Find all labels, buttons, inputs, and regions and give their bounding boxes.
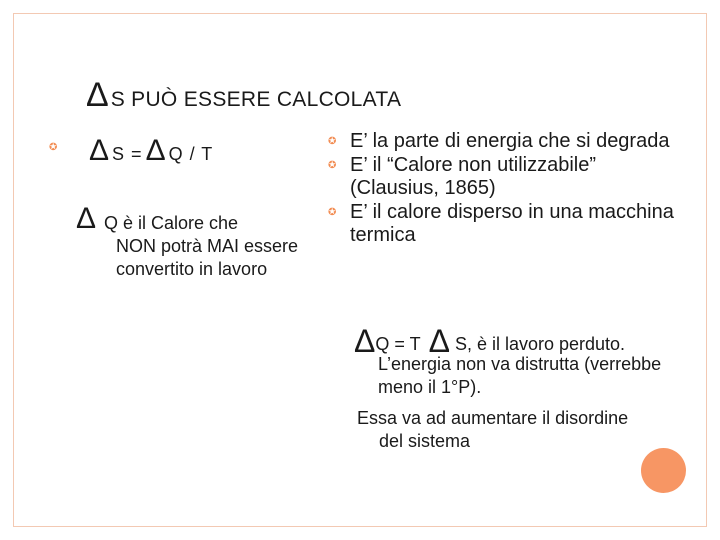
slide-title: [86, 72, 401, 112]
list-item: [328, 130, 678, 154]
decorative-circle: [641, 448, 686, 493]
delta-symbol: Δ: [145, 134, 166, 167]
lost-work-formula: [354, 317, 684, 357]
list-item: [328, 154, 678, 201]
formula-q-over-t: Q / T: [168, 144, 214, 164]
delta-symbol: Δ: [89, 134, 110, 167]
title-text: S PUÒ ESSERE CALCOLATA: [110, 88, 402, 111]
q-definition-rest: NON potrà MAI essere convertito in lavoro: [116, 236, 299, 279]
delta-symbol: Δ: [76, 202, 97, 235]
sun-bullet-icon: ✪: [328, 159, 337, 171]
list-item: [328, 201, 678, 248]
delta-symbol: Δ: [428, 323, 450, 359]
sun-bullet-icon: ✪: [328, 136, 337, 147]
lost-work-rest: L’energia non va distrutta (verrebbe meno il 1°P).: [378, 354, 662, 397]
lost-work-block: [354, 317, 684, 399]
disorder-line2: del sistema: [379, 431, 471, 451]
disorder-line1: Essa va ad aumentare il disordine: [357, 408, 629, 428]
lost-work-part1: Q = T: [375, 334, 421, 354]
sun-bullet-icon: ✪: [328, 206, 337, 218]
q-definition-lead: Q è il Calore che: [104, 213, 239, 233]
delta-symbol: Δ: [86, 76, 109, 114]
delta-symbol: Δ: [354, 323, 376, 359]
list-item-text: E’ la parte di energia che si degrada: [350, 130, 670, 152]
list-item-text: E’ il “Calore non utilizzabile” (Clausius, 1865): [350, 153, 597, 199]
formula-s-equals: S =: [112, 144, 143, 164]
right-bullet-list: [328, 130, 678, 248]
sun-bullet-icon: ✪: [49, 142, 58, 153]
lost-work-part2: S, è il lavoro perduto.: [449, 334, 626, 354]
entropy-formula: [89, 132, 216, 166]
disorder-text: [357, 407, 687, 453]
list-item-text: E’ il calore disperso in una macchina termica: [350, 200, 674, 246]
